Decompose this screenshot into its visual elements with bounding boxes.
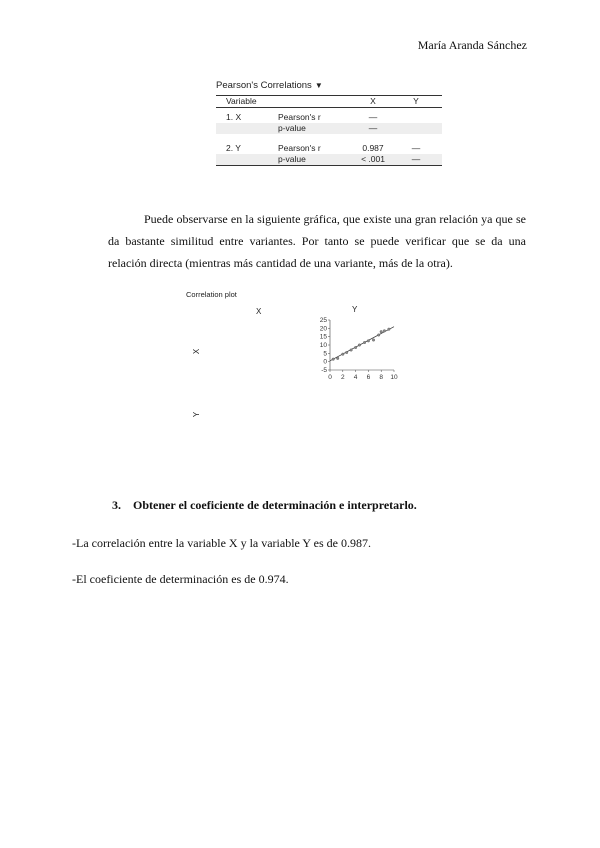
scatter-plot	[302, 314, 402, 384]
scatter-point	[363, 341, 366, 344]
plot-row-label-x: X	[192, 348, 202, 355]
x-tick-label: 4	[353, 374, 358, 381]
correlation-plot	[186, 290, 416, 430]
plot-col-label-y: Y	[352, 305, 358, 314]
cell-y: —	[411, 143, 421, 153]
correlation-table	[216, 80, 442, 166]
x-tick-label: 10	[390, 374, 398, 381]
col-header-x: X	[370, 96, 376, 106]
dropdown-arrow-icon[interactable]: ▼	[314, 81, 323, 90]
table-title-text: Pearson's Correlations	[216, 80, 312, 91]
scatter-point	[336, 357, 339, 360]
plot-title: Correlation plot	[186, 290, 237, 299]
author-name: María Aranda Sánchez	[417, 38, 527, 52]
cell-x: 0.987	[362, 143, 384, 153]
scatter-point	[342, 353, 345, 356]
y-tick-label: 25	[319, 317, 327, 324]
x-tick-label: 6	[366, 374, 371, 381]
scatter-point	[367, 340, 370, 343]
section-title: Obtener el coeficiente de determinación e interpretarlo.	[133, 498, 417, 512]
section-number: 3.	[112, 498, 121, 512]
scatter-point	[380, 330, 383, 333]
table-title	[216, 80, 442, 91]
scatter-point	[354, 346, 357, 349]
col-header-variable: Variable	[226, 96, 257, 106]
cell-x: —	[368, 123, 378, 133]
scatter-point	[383, 330, 386, 333]
scatter-point	[332, 358, 335, 361]
y-tick-label: -5	[321, 367, 327, 374]
cell-stat: Pearson's r	[278, 143, 321, 153]
cell-stat: p-value	[278, 154, 306, 164]
cell-y: —	[411, 154, 421, 164]
cell-variable: 2. Y	[226, 143, 241, 153]
y-tick-label: 10	[319, 342, 327, 349]
result-line-determination: -El coeficiente de determinación es de 0.974.	[72, 572, 289, 586]
scatter-point	[358, 344, 361, 347]
y-tick-label: 5	[323, 350, 327, 358]
table-row	[216, 112, 442, 123]
y-tick-label: 0	[323, 358, 327, 366]
x-tick-label: 8	[379, 374, 384, 381]
x-tick-label: 2	[340, 374, 345, 381]
table-row	[216, 123, 442, 134]
scatter-point	[350, 349, 353, 352]
y-tick-label: 20	[319, 325, 327, 333]
cell-x: < .001	[361, 154, 385, 164]
plot-row-label-y: Y	[192, 411, 202, 418]
scatter-point	[372, 339, 375, 342]
table-row	[216, 154, 442, 165]
x-tick-label: 0	[328, 374, 332, 381]
cell-x: —	[368, 112, 378, 122]
cell-variable: 1. X	[226, 112, 242, 122]
scatter-point	[388, 328, 391, 331]
cell-stat: p-value	[278, 123, 306, 133]
table-row	[216, 143, 442, 154]
scatter-point	[345, 351, 348, 354]
section-heading	[112, 498, 417, 513]
table-header-row	[216, 96, 442, 107]
scatter-point	[377, 334, 380, 337]
plot-col-label-x: X	[256, 307, 262, 316]
paragraph-text: Puede observarse en la siguiente gráfica, que existe una gran relación ya que se da bastante similitud entre variantes. Por tanto se puede verificar que se da una relación directa (mientras más cantidad de una variante, más de la otra).	[108, 212, 526, 270]
body-paragraph	[108, 208, 526, 274]
cell-stat: Pearson's r	[278, 112, 321, 122]
col-header-y: Y	[413, 96, 419, 106]
y-tick-label: 15	[319, 333, 327, 341]
result-line-correlation: -La correlación entre la variable X y la variable Y es de 0.987.	[72, 536, 371, 550]
